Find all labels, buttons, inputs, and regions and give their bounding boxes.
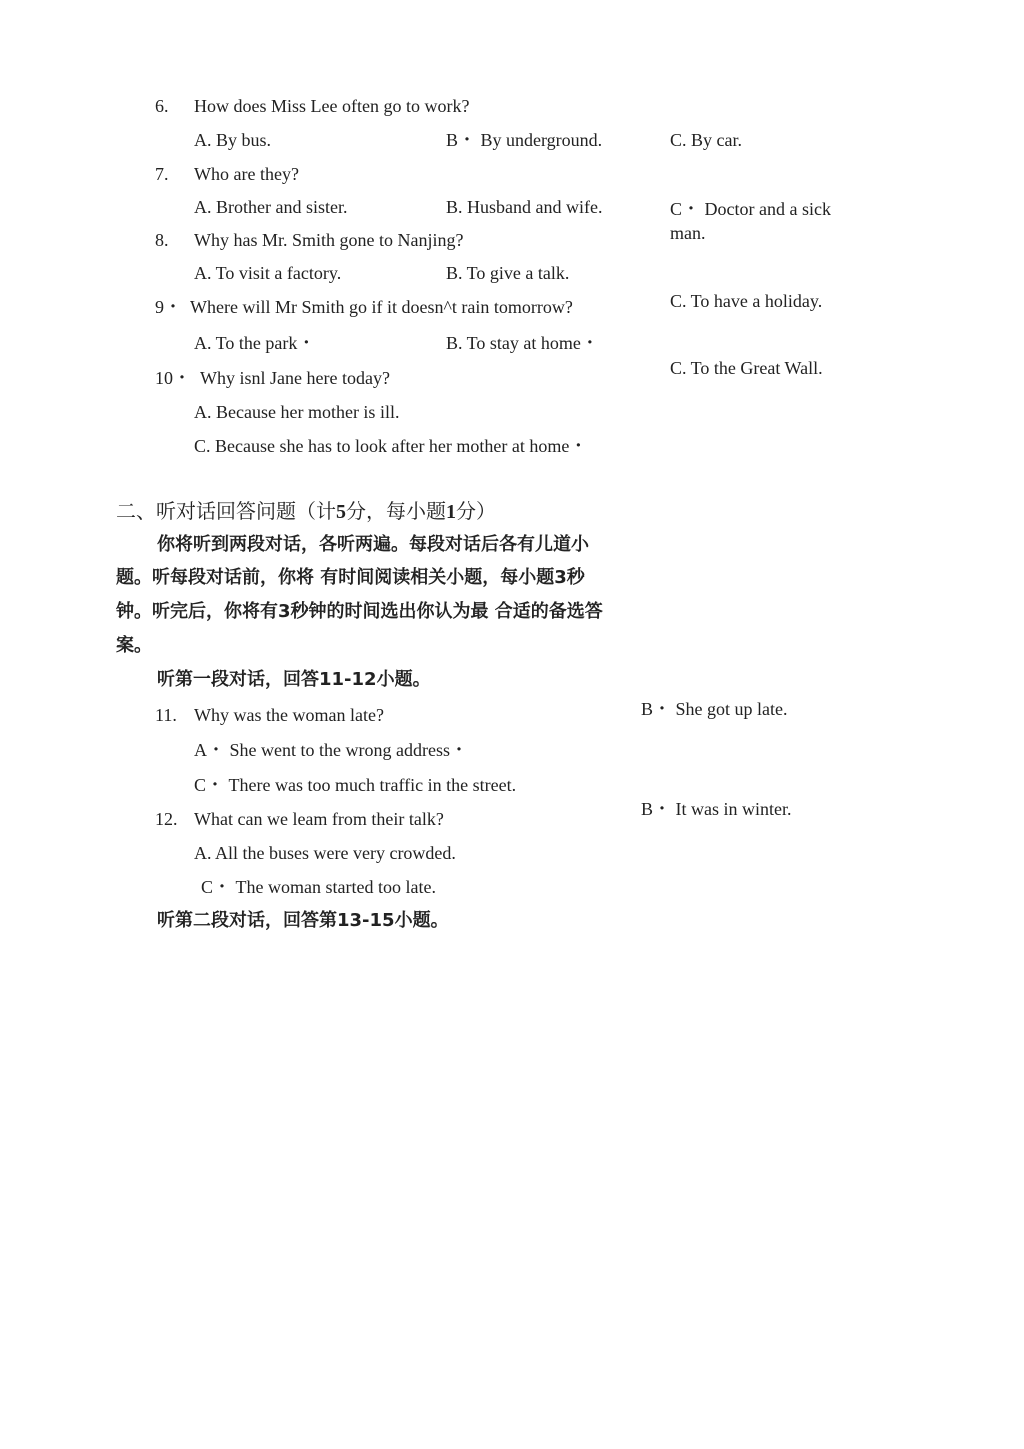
q12-option-a: A. All the buses were very crowded. — [194, 843, 456, 863]
instructions-line-2: 题。听每段对话前，你将 有时间阅读相关小题，每小题3秒 — [116, 567, 585, 588]
q8-option-b: B. To give a talk. — [446, 263, 570, 283]
dialogue-2-label: 听第二段对话，回答第13-15小题。 — [157, 910, 449, 931]
q9-option-a: A. To the park・ — [194, 333, 316, 353]
q6-option-c: C. By car. — [670, 130, 742, 150]
dialogue-1-label: 听第一段对话，回答11-12小题。 — [157, 669, 431, 690]
instructions-line-3: 钟。听完后，你将有3秒钟的时间选出你认为最 合适的备选答 — [116, 601, 603, 622]
q7-question: Who are they? — [194, 164, 299, 184]
q10-option-a: A. Because her mother is ill. — [194, 402, 400, 422]
q7-option-b: B. Husband and wife. — [446, 197, 603, 217]
q9-number: 9・ — [155, 297, 182, 317]
q11-option-c: C・ There was too much traffic in the street. — [194, 775, 517, 795]
q8-number: 8. — [155, 230, 169, 250]
q10-number: 10・ — [155, 368, 191, 388]
q6-option-b: B・ By underground. — [446, 130, 603, 150]
q12-option-c: C・ The woman started too late. — [201, 877, 436, 897]
q6-number: 6. — [155, 96, 169, 116]
q8-option-a: A. To visit a factory. — [194, 263, 342, 283]
q11-option-b: B・ She got up late. — [641, 699, 788, 719]
q6-question: How does Miss Lee often go to work? — [194, 96, 470, 116]
q8-question: Why has Mr. Smith gone to Nanjing? — [194, 230, 464, 250]
q7-option-a: A. Brother and sister. — [194, 197, 348, 217]
section2-heading: 二、听对话回答问题（计5分，每小题1分） — [116, 499, 496, 523]
q7-option-c-line1: C・ Doctor and a sick — [670, 199, 831, 219]
q9-option-b: B. To stay at home・ — [446, 333, 599, 353]
q8-option-c: C. To have a holiday. — [670, 291, 823, 311]
q12-number: 12. — [155, 809, 178, 829]
q11-option-a: A・ She went to the wrong address・ — [194, 740, 468, 760]
instructions-line-4: 案。 — [116, 635, 152, 656]
q9-option-c: C. To the Great Wall. — [670, 358, 823, 378]
q9-question: Where will Mr Smith go if it doesn^t rain tomorrow? — [190, 297, 573, 317]
q6-option-a: A. By bus. — [194, 130, 272, 150]
q11-question: Why was the woman late? — [194, 705, 384, 725]
q12-option-b: B・ It was in winter. — [641, 799, 792, 819]
q7-option-c-line2: man. — [670, 223, 706, 243]
instructions-line-1: 你将听到两段对话，各听两遍。每段对话后各有儿道小 — [157, 534, 589, 555]
q7-number: 7. — [155, 164, 169, 184]
q12-question: What can we leam from their talk? — [194, 809, 444, 829]
q10-option-c: C. Because she has to look after her mother at home・ — [194, 436, 588, 456]
q11-number: 11. — [155, 705, 177, 725]
q10-question: Why isnl Jane here today? — [200, 368, 390, 388]
